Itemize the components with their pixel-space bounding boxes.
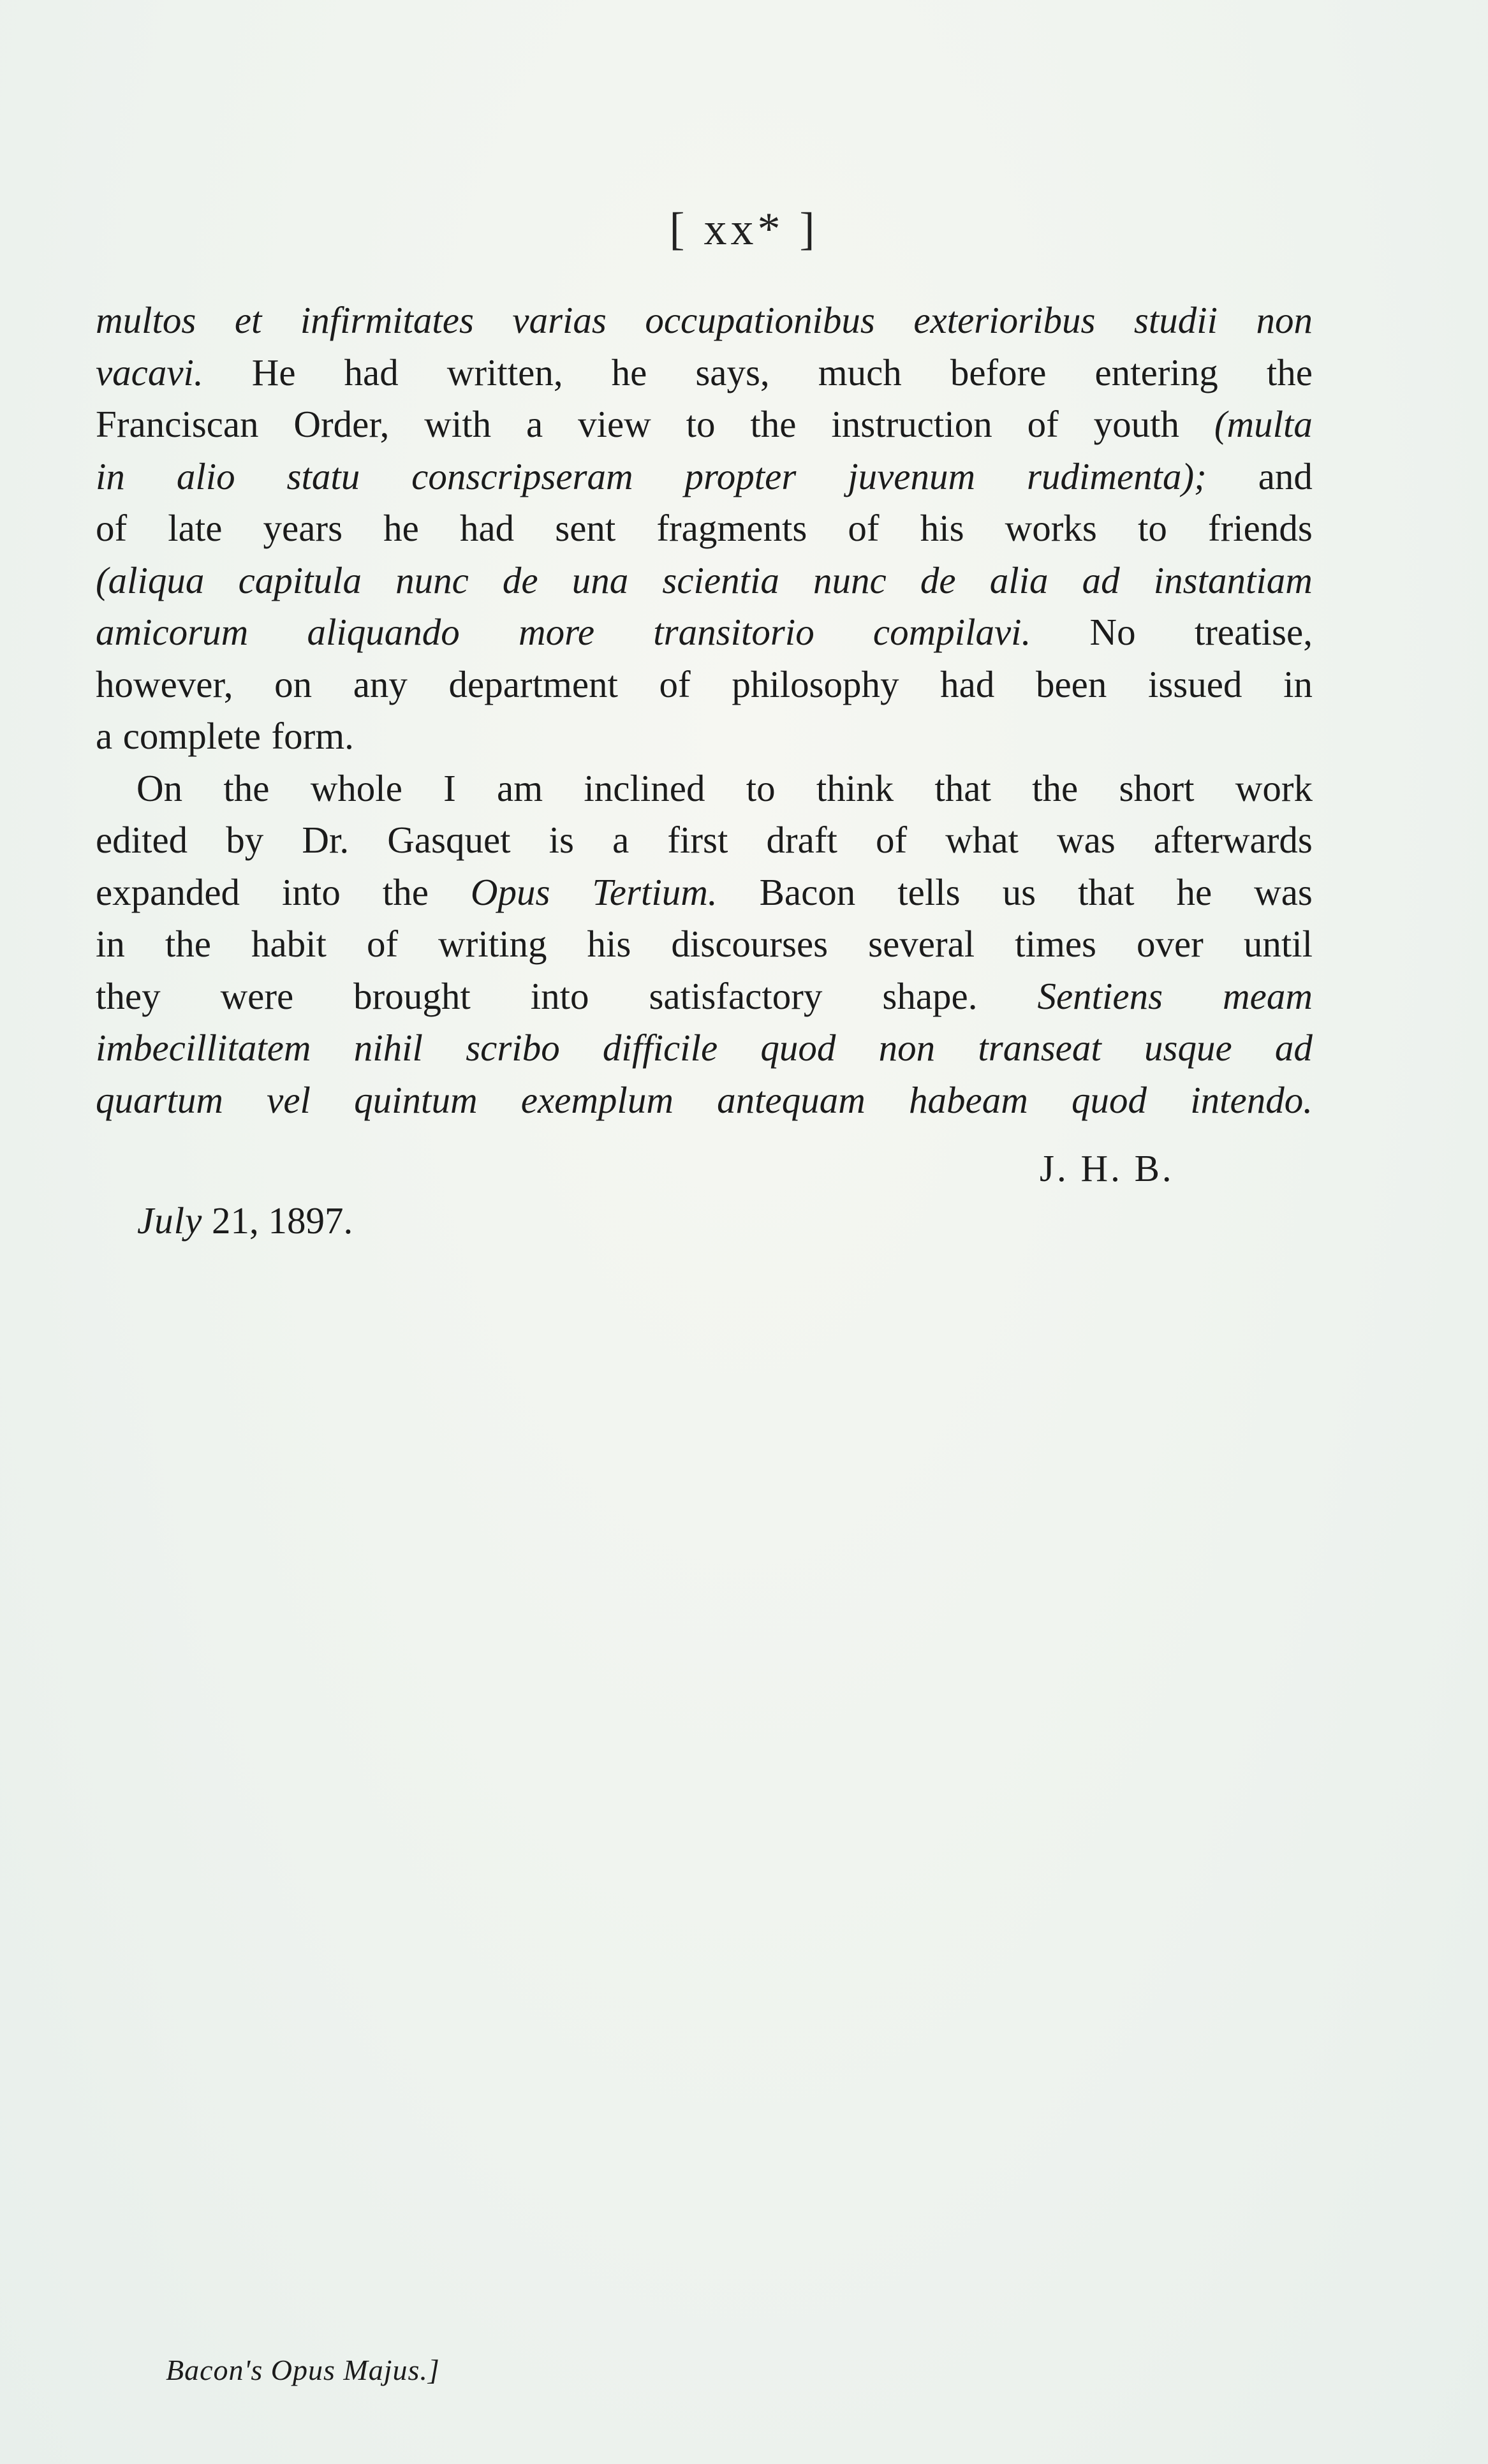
word: written, bbox=[446, 351, 563, 393]
text-line bbox=[96, 867, 1313, 919]
word: Dr. bbox=[302, 819, 350, 861]
word: alio bbox=[176, 455, 235, 497]
word: alia bbox=[989, 559, 1049, 601]
word: afterwards bbox=[1153, 819, 1313, 861]
word: whole bbox=[310, 766, 402, 809]
word: the bbox=[165, 923, 211, 965]
word: Bacon bbox=[759, 870, 856, 913]
word: department bbox=[448, 663, 618, 705]
text-line bbox=[96, 555, 1313, 607]
text-line bbox=[96, 918, 1313, 971]
word: instruction bbox=[831, 403, 992, 445]
text-line bbox=[96, 971, 1313, 1023]
word: first bbox=[667, 819, 728, 861]
word: Opus bbox=[470, 870, 550, 913]
word: He bbox=[251, 351, 296, 393]
word: was bbox=[1057, 819, 1116, 861]
word: says, bbox=[695, 351, 770, 393]
word: instantiam bbox=[1153, 559, 1313, 601]
word: varias bbox=[512, 299, 607, 341]
word: complete bbox=[122, 715, 261, 757]
word: aliquando bbox=[307, 611, 460, 653]
word: over bbox=[1136, 923, 1204, 965]
word: the bbox=[750, 403, 797, 445]
word: difficile bbox=[602, 1027, 718, 1069]
date-line bbox=[137, 1199, 353, 1243]
word: entering bbox=[1094, 351, 1218, 393]
word: quintum bbox=[354, 1078, 478, 1121]
word: a bbox=[612, 819, 630, 861]
word: transitorio bbox=[653, 611, 814, 653]
word: draft bbox=[766, 819, 837, 861]
word: Gasquet bbox=[387, 819, 511, 861]
word: to bbox=[746, 766, 776, 809]
word: they bbox=[96, 974, 161, 1017]
page-number: [ xx* ] bbox=[669, 203, 819, 254]
word: juvenum bbox=[848, 455, 976, 497]
word: us bbox=[1002, 870, 1036, 913]
text-line bbox=[96, 451, 1313, 503]
word: of bbox=[1027, 403, 1059, 445]
word: his bbox=[587, 923, 631, 965]
text-line bbox=[96, 710, 1313, 763]
word: shape. bbox=[882, 974, 978, 1017]
word: a bbox=[96, 715, 113, 757]
text-line bbox=[96, 502, 1313, 555]
word: until bbox=[1243, 923, 1313, 965]
word: the bbox=[1266, 351, 1313, 393]
word: issued bbox=[1147, 663, 1242, 705]
word: he bbox=[1176, 870, 1212, 913]
date-rest: 21, 1897. bbox=[212, 1199, 353, 1242]
text-line bbox=[96, 1074, 1313, 1127]
word: fragments bbox=[656, 507, 807, 549]
word: times bbox=[1015, 923, 1096, 965]
word: is bbox=[549, 819, 574, 861]
word: the bbox=[1032, 766, 1079, 809]
word: of bbox=[96, 507, 128, 549]
signature-initials: J. H. B. bbox=[1040, 1147, 1174, 1189]
word: exemplum bbox=[520, 1078, 674, 1121]
word: (aliqua bbox=[96, 559, 205, 601]
word: late bbox=[168, 507, 223, 549]
word: and bbox=[1258, 455, 1313, 497]
word: to bbox=[1137, 507, 1167, 549]
word: the bbox=[382, 870, 429, 913]
word: ad bbox=[1082, 559, 1120, 601]
word: youth bbox=[1093, 403, 1179, 445]
word: vel bbox=[267, 1078, 311, 1121]
word: ad bbox=[1274, 1027, 1313, 1069]
word: occupationibus bbox=[645, 299, 875, 341]
word: On bbox=[136, 766, 183, 809]
word: nunc bbox=[395, 559, 469, 601]
word: in bbox=[96, 455, 125, 497]
word: usque bbox=[1144, 1027, 1232, 1069]
word: multos bbox=[96, 299, 196, 341]
word: vacavi. bbox=[96, 351, 203, 393]
word: transeat bbox=[978, 1027, 1101, 1069]
word: inclined bbox=[584, 766, 705, 809]
word: statu bbox=[286, 455, 360, 497]
word: propter bbox=[684, 455, 797, 497]
word: nihil bbox=[353, 1027, 423, 1069]
text-line bbox=[96, 763, 1313, 815]
word: been bbox=[1035, 663, 1107, 705]
date-month: July bbox=[137, 1199, 203, 1242]
word: of bbox=[848, 507, 880, 549]
word: satisfactory bbox=[649, 974, 823, 1017]
word: am bbox=[497, 766, 543, 809]
word: a bbox=[526, 403, 543, 445]
word: sent bbox=[555, 507, 616, 549]
word: work bbox=[1235, 766, 1313, 809]
word: (multa bbox=[1214, 403, 1313, 445]
word: rudimenta); bbox=[1026, 455, 1207, 497]
word: de bbox=[502, 559, 538, 601]
word: of bbox=[659, 663, 691, 705]
word: Order, bbox=[293, 403, 390, 445]
word: conscripseram bbox=[411, 455, 633, 497]
word: brought bbox=[353, 974, 471, 1017]
word: think bbox=[816, 766, 894, 809]
word: imbecillitatem bbox=[96, 1027, 311, 1069]
word: edited bbox=[96, 819, 188, 861]
word: he bbox=[383, 507, 419, 549]
word: of bbox=[875, 819, 908, 861]
word: with bbox=[424, 403, 492, 445]
word: quod bbox=[760, 1027, 836, 1069]
word: he bbox=[611, 351, 647, 393]
word: nunc bbox=[813, 559, 887, 601]
word: on bbox=[274, 663, 313, 705]
word: of bbox=[366, 923, 399, 965]
word: I bbox=[443, 766, 456, 809]
word: writing bbox=[438, 923, 547, 965]
word: however, bbox=[96, 663, 233, 705]
word: capitula bbox=[238, 559, 362, 601]
word: habit bbox=[251, 923, 327, 965]
word: any bbox=[353, 663, 408, 705]
word: much bbox=[818, 351, 902, 393]
word: amicorum bbox=[96, 611, 249, 653]
word: the bbox=[223, 766, 270, 809]
word: scientia bbox=[662, 559, 779, 601]
word: friends bbox=[1208, 507, 1313, 549]
word: et bbox=[234, 299, 262, 341]
word: into bbox=[530, 974, 589, 1017]
word: non bbox=[1256, 299, 1313, 341]
word: before bbox=[950, 351, 1047, 393]
word: had bbox=[940, 663, 995, 705]
body-text bbox=[96, 295, 1313, 1126]
word: scribo bbox=[466, 1027, 560, 1069]
word: that bbox=[934, 766, 991, 809]
word: meam bbox=[1223, 974, 1313, 1017]
word: quod bbox=[1072, 1078, 1147, 1121]
text-line bbox=[96, 814, 1313, 867]
word: years bbox=[263, 507, 343, 549]
word: in bbox=[1283, 663, 1313, 705]
word: habeam bbox=[909, 1078, 1028, 1121]
word: philosophy bbox=[732, 663, 899, 705]
word: compilavi. bbox=[873, 611, 1031, 653]
word: view bbox=[578, 403, 651, 445]
text-line bbox=[96, 659, 1313, 711]
word: antequam bbox=[717, 1078, 866, 1121]
footer-signature-mark: Bacon's Opus Majus.] bbox=[166, 2354, 440, 2386]
word: de bbox=[920, 559, 956, 601]
word: studii bbox=[1133, 299, 1218, 341]
word: tells bbox=[897, 870, 961, 913]
word: una bbox=[571, 559, 629, 601]
word: had bbox=[459, 507, 515, 549]
word: works bbox=[1005, 507, 1097, 549]
word: Tertium. bbox=[592, 870, 718, 913]
word: intendo. bbox=[1190, 1078, 1313, 1121]
text-line bbox=[96, 347, 1313, 399]
word: more bbox=[518, 611, 595, 653]
word: into bbox=[282, 870, 341, 913]
word: his bbox=[920, 507, 964, 549]
word: Franciscan bbox=[96, 403, 259, 445]
word: what bbox=[945, 819, 1019, 861]
word: quartum bbox=[96, 1078, 223, 1121]
word: non bbox=[878, 1027, 936, 1069]
word: infirmitates bbox=[300, 299, 474, 341]
text-line bbox=[96, 295, 1313, 347]
word: expanded bbox=[96, 870, 240, 913]
text-line bbox=[96, 399, 1313, 451]
word: Sentiens bbox=[1037, 974, 1163, 1017]
word: were bbox=[220, 974, 294, 1017]
word: in bbox=[96, 923, 125, 965]
word: several bbox=[868, 923, 975, 965]
word: was bbox=[1254, 870, 1313, 913]
word: to bbox=[686, 403, 716, 445]
word: discourses bbox=[671, 923, 829, 965]
word: form. bbox=[271, 715, 354, 757]
word: short bbox=[1119, 766, 1195, 809]
text-line bbox=[96, 606, 1313, 659]
word: that bbox=[1078, 870, 1135, 913]
text-line bbox=[96, 1022, 1313, 1074]
word: by bbox=[226, 819, 264, 861]
word: had bbox=[344, 351, 399, 393]
word: No bbox=[1089, 611, 1136, 653]
word: treatise, bbox=[1194, 611, 1313, 653]
word: exterioribus bbox=[913, 299, 1096, 341]
